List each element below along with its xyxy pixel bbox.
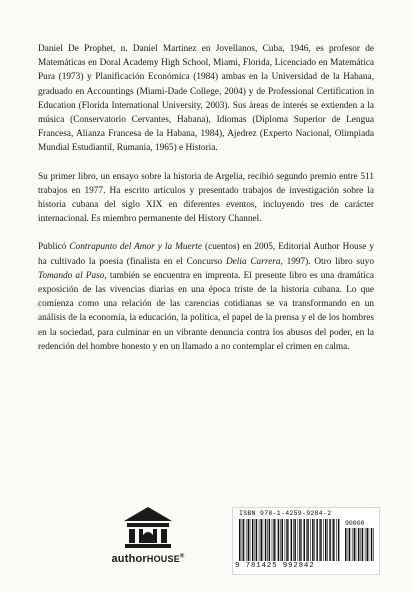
publisher-logo [92,505,204,571]
house-emblem-icon [122,505,174,549]
isbn-number: ISBN 978-1-4259-9284-2 [239,510,332,517]
barcode-bars [239,519,341,561]
addon-barcode-bars [345,528,375,561]
author-biography [38,42,374,368]
isbn-barcode [232,507,380,575]
publisher-name: authorHOUSE® [111,553,185,565]
book-title-contrapunto: Contrapunto del Amor y la Muerte [69,242,202,253]
contest-name: Delia Carrera [225,256,281,267]
price-code: 90000 [345,520,365,527]
bio-paragraph-3: Publicó Contrapunto del Amor y la Muerte (cuentos) en 2005, Editorial Author House y ha cultivado la poesía (finalista en el Concurso Delia Carrera, 1997). Otro libro suyo Tomando al Paso, también se encuentra en imprenta. El presente libro es una dramática exposición de las vivencias diarias en una época triste de la historia cubana. Lo que comienza como una relación de las carencias cotidianas se va transformando en un análisis de la economía, la educación, la política, el papel de la prensa y el de los hombres en la sociedad, para culminar en un vibrante denuncia contra los abusos del poder, en la redención del hombre honesto y en un llamado a no contemplar el crimen en calma. [38,242,375,352]
bio-paragraph-2: Su primer libro, un ensayo sobre la historia de Argelia, recibió segundo premio entre 511 trabajos en 1977. Ha escrito artículos y presentado trabajos de investigación sobre la historia cubana del siglo XIX en diferentes eventos, incluyendo tres de carácter internacional. Es miembro permanente del History Channel. [38,171,374,225]
barcode-digits: 9 781425 992842 [235,562,315,570]
book-title-tomando: Tomando al Paso, [38,270,107,281]
bio-paragraph-1: Daniel De Prophet, n. Daniel Martínez en Jovellanos, Cuba, 1946, es profesor de Matemáticas en Doral Academy High School, Miami, Florida, Licenciado en Matemática Pura (1973) y Planificación Económica (1984) ambas en la Universidad de la Habana, graduado en Accountings (Miami-Dade College, 2004) y de Professional Certification in Education (Florida International University, 2003). Sus áreas de interés se extienden a la música (Conservatorio Cervantes, Habana), Idiomas (Diploma Superior de Lengua Francesa, Alianza Francesa de la Habana, 1984), Ajedrez (Experto Nacional, Olimpiada Mundial Estudiantil, Rumania, 1965) e Historia. [38,44,374,154]
